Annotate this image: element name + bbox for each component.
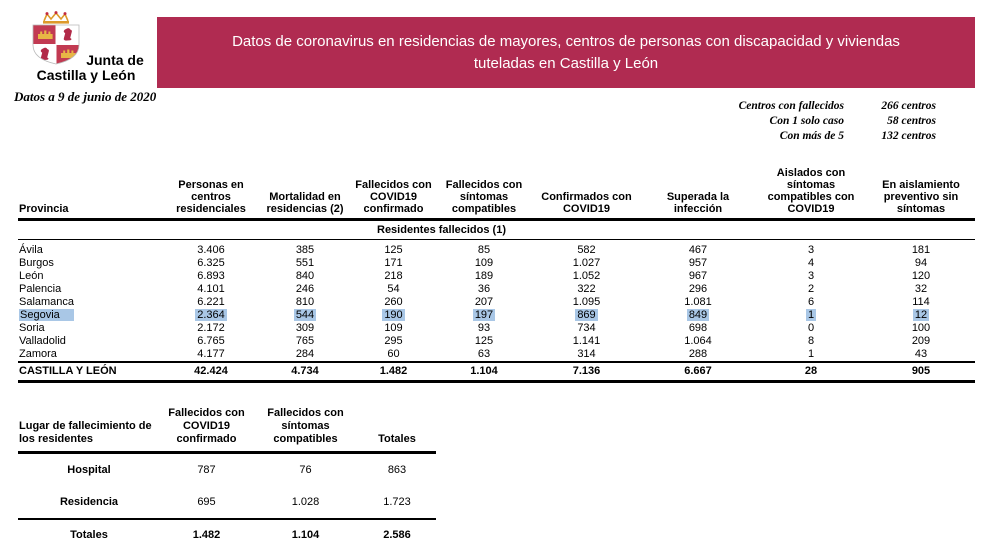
location-total-row xyxy=(18,519,436,545)
value-cell xyxy=(351,283,436,296)
value-cell xyxy=(351,335,436,348)
value-cell xyxy=(351,296,436,309)
value-cell xyxy=(532,240,641,258)
value-text: 544 xyxy=(295,309,315,321)
value-text: 6 xyxy=(807,296,815,308)
value-text: 1.027 xyxy=(572,257,601,269)
province-cell xyxy=(18,240,163,258)
value-text: 260 xyxy=(384,296,403,308)
value-cell xyxy=(641,322,755,335)
value-text: 734 xyxy=(577,322,596,334)
data-date-note: Datos a 9 de junio de 2020 xyxy=(14,89,157,104)
value-cell xyxy=(436,335,532,348)
column-header: Fallecidos con COVID19 confirmado xyxy=(160,398,253,453)
value-cell xyxy=(351,257,436,270)
value-cell xyxy=(641,283,755,296)
value-text: 6.765 xyxy=(197,335,225,347)
value-cell xyxy=(163,283,259,296)
value-text: 109 xyxy=(384,322,403,334)
value-text: 967 xyxy=(688,270,708,282)
value-cell xyxy=(259,296,351,309)
summary-row xyxy=(690,129,936,144)
province-name: Palencia xyxy=(19,283,62,295)
value-cell xyxy=(163,309,259,322)
value-text: 218 xyxy=(384,270,403,282)
value-text: 181 xyxy=(911,244,931,256)
value-text: 869 xyxy=(577,309,596,321)
region-total-value xyxy=(436,362,532,382)
value-cell xyxy=(532,296,641,309)
value-cell xyxy=(351,322,436,335)
value-text: 125 xyxy=(474,335,494,347)
region-total-value xyxy=(641,362,755,382)
value-cell xyxy=(532,348,641,362)
value-text: 43 xyxy=(914,348,928,360)
value-cell xyxy=(351,240,436,258)
value-text: 765 xyxy=(295,335,315,347)
column-header-provincia: Provincia xyxy=(18,163,163,220)
value-cell xyxy=(867,335,975,348)
location-label: Residencia xyxy=(59,496,119,508)
value-cell xyxy=(867,322,975,335)
summary-value: 266 centros xyxy=(881,100,936,112)
value-text: 6.325 xyxy=(197,257,225,269)
province-name: Ávila xyxy=(19,244,43,256)
logo-text-line2: Castilla y León xyxy=(36,67,136,83)
column-header: Fallecidos con síntomas compatibles xyxy=(436,163,532,220)
value-cell: 1.028 xyxy=(291,496,320,508)
value-cell xyxy=(163,240,259,258)
value-text: 296 xyxy=(688,283,708,295)
value-text: 840 xyxy=(295,270,315,282)
value-text: 4.734 xyxy=(291,365,319,377)
value-cell xyxy=(755,283,867,296)
summary-label: Con más de 5 xyxy=(779,130,844,142)
value-cell xyxy=(641,309,755,322)
value-cell xyxy=(436,296,532,309)
value-cell xyxy=(259,257,351,270)
value-text: 322 xyxy=(577,283,596,295)
value-cell xyxy=(641,348,755,362)
value-text: 810 xyxy=(295,296,315,308)
value-text: 3.406 xyxy=(197,244,225,256)
value-text: 93 xyxy=(477,322,491,334)
value-cell xyxy=(351,309,436,322)
value-text: 385 xyxy=(295,244,315,256)
value-text: 171 xyxy=(384,257,403,269)
value-text: 1.052 xyxy=(572,270,601,282)
summary-row xyxy=(690,114,936,129)
value-cell: 787 xyxy=(197,464,216,476)
value-cell: 1.723 xyxy=(383,496,411,508)
value-cell xyxy=(755,296,867,309)
value-text: 4.177 xyxy=(197,348,225,360)
value-cell xyxy=(867,283,975,296)
region-total-value xyxy=(755,362,867,382)
value-text: 467 xyxy=(688,244,708,256)
value-cell: 76 xyxy=(299,464,312,476)
value-cell xyxy=(436,348,532,362)
value-text: 1.064 xyxy=(684,335,712,347)
value-cell xyxy=(163,335,259,348)
summary-row xyxy=(690,99,936,114)
location-row xyxy=(18,486,436,519)
value-cell xyxy=(259,335,351,348)
value-text: 2.172 xyxy=(197,322,225,334)
subheader-residentes-fallecidos: Residentes fallecidos (1) xyxy=(351,220,532,240)
province-name: Burgos xyxy=(19,257,54,269)
value-text: 7.136 xyxy=(572,365,601,377)
location-table xyxy=(18,398,436,545)
value-text: 1.081 xyxy=(684,296,712,308)
value-cell xyxy=(532,257,641,270)
province-row xyxy=(18,283,975,296)
value-text: 209 xyxy=(911,335,931,347)
value-cell xyxy=(755,348,867,362)
value-cell xyxy=(163,257,259,270)
value-text: 582 xyxy=(577,244,596,256)
value-text: 849 xyxy=(688,309,708,321)
value-cell xyxy=(532,335,641,348)
value-cell xyxy=(867,240,975,258)
value-cell xyxy=(867,309,975,322)
value-text: 100 xyxy=(911,322,931,334)
value-text: 54 xyxy=(387,283,400,295)
location-total-label: Totales xyxy=(18,519,160,545)
value-cell xyxy=(641,296,755,309)
value-cell xyxy=(641,335,755,348)
value-text: 3 xyxy=(807,244,815,256)
province-cell xyxy=(18,309,163,322)
province-name: León xyxy=(19,270,44,282)
value-cell xyxy=(259,309,351,322)
value-text: 28 xyxy=(804,365,818,377)
value-cell xyxy=(259,322,351,335)
province-name: Valladolid xyxy=(19,335,66,347)
region-total-value xyxy=(532,362,641,382)
value-cell xyxy=(436,240,532,258)
junta-coat-of-arms-icon xyxy=(28,10,84,71)
value-text: 551 xyxy=(295,257,315,269)
value-text: 12 xyxy=(914,309,928,321)
value-text: 1.104 xyxy=(470,365,498,377)
region-total-label: CASTILLA Y LEÓN xyxy=(18,362,163,382)
value-text: 4.101 xyxy=(197,283,225,295)
region-total-row xyxy=(18,362,975,382)
value-cell xyxy=(436,257,532,270)
value-text: 36 xyxy=(477,283,491,295)
value-cell: 695 xyxy=(197,496,216,508)
region-total-value xyxy=(351,362,436,382)
value-cell xyxy=(867,348,975,362)
province-table xyxy=(18,163,975,383)
value-cell xyxy=(163,348,259,362)
value-text: 3 xyxy=(807,270,815,282)
value-cell xyxy=(641,257,755,270)
value-text: 197 xyxy=(474,309,494,321)
total-value-cell: 1.104 xyxy=(253,519,358,545)
value-text: 94 xyxy=(914,257,928,269)
summary-value: 132 centros xyxy=(881,130,936,142)
page-title: Datos de coronavirus en residencias de mayores, centros de personas con discapacidad y viviendas tuteladas en Castilla y León xyxy=(232,32,900,72)
summary-label: Con 1 solo caso xyxy=(769,115,844,127)
value-cell xyxy=(755,270,867,283)
column-header-lugar: Lugar de fallecimiento de los residentes xyxy=(18,398,160,453)
province-cell xyxy=(18,322,163,335)
location-table-header-row xyxy=(18,398,436,453)
value-text: 1 xyxy=(807,348,815,360)
summary-value: 58 centros xyxy=(887,115,936,127)
province-row xyxy=(18,348,975,362)
province-row xyxy=(18,240,975,258)
column-header: Personas en centros residenciales xyxy=(163,163,259,220)
column-header: Totales xyxy=(358,398,436,453)
province-name: Salamanca xyxy=(19,296,75,308)
value-cell xyxy=(532,322,641,335)
value-text: 120 xyxy=(911,270,931,282)
value-text: 85 xyxy=(477,244,491,256)
value-text: 2 xyxy=(807,283,815,295)
column-header: En aislamiento preventivo sin síntomas xyxy=(867,163,975,220)
value-text: 63 xyxy=(477,348,491,360)
column-header: Mortalidad en residencias (2) xyxy=(259,163,351,220)
value-text: 1.482 xyxy=(379,365,408,377)
value-cell xyxy=(259,270,351,283)
value-cell xyxy=(259,240,351,258)
value-cell xyxy=(436,283,532,296)
province-cell xyxy=(18,257,163,270)
value-cell xyxy=(259,283,351,296)
province-name: Segovia xyxy=(19,309,74,321)
value-text: 957 xyxy=(688,257,708,269)
value-text: 1.141 xyxy=(572,335,601,347)
column-header: Superada la infección xyxy=(641,163,755,220)
value-cell xyxy=(532,270,641,283)
province-row xyxy=(18,335,975,348)
province-name: Soria xyxy=(19,322,45,334)
value-text: 32 xyxy=(914,283,928,295)
location-label: Hospital xyxy=(67,464,111,476)
total-value-cell: 1.482 xyxy=(160,519,253,545)
logo-text-line1: Junta de xyxy=(86,52,144,68)
value-cell xyxy=(755,257,867,270)
province-row xyxy=(18,270,975,283)
value-text: 6.221 xyxy=(197,296,225,308)
value-cell xyxy=(755,309,867,322)
value-cell xyxy=(436,309,532,322)
column-header: Confirmados con COVID19 xyxy=(532,163,641,220)
value-cell xyxy=(641,270,755,283)
column-header: Fallecidos con síntomas compatibles xyxy=(253,398,358,453)
value-text: 309 xyxy=(295,322,315,334)
province-row xyxy=(18,257,975,270)
main-table-header-row xyxy=(18,163,975,220)
value-cell xyxy=(163,296,259,309)
value-text: 295 xyxy=(384,335,403,347)
province-cell xyxy=(18,283,163,296)
region-total-value xyxy=(867,362,975,382)
value-text: 0 xyxy=(807,322,815,334)
value-cell xyxy=(755,335,867,348)
column-header: Aislados con síntomas compatibles con COVID19 xyxy=(755,163,867,220)
value-text: 284 xyxy=(295,348,315,360)
title-banner xyxy=(157,17,975,88)
region-total-value xyxy=(163,362,259,382)
province-name: Zamora xyxy=(19,348,57,360)
value-cell xyxy=(259,348,351,362)
total-value-cell: 2.586 xyxy=(358,519,436,545)
summary-label: Centros con fallecidos xyxy=(738,100,844,112)
value-text: 6.667 xyxy=(684,365,712,377)
value-text: 905 xyxy=(911,365,931,377)
value-text: 207 xyxy=(474,296,494,308)
province-cell xyxy=(18,335,163,348)
location-row xyxy=(18,453,436,487)
value-text: 114 xyxy=(912,296,930,308)
junta-logo xyxy=(12,10,160,83)
value-cell xyxy=(867,270,975,283)
value-text: 288 xyxy=(688,348,708,360)
value-text: 125 xyxy=(384,244,403,256)
province-row xyxy=(18,309,975,322)
centers-summary xyxy=(690,99,936,144)
value-text: 189 xyxy=(474,270,494,282)
province-cell xyxy=(18,348,163,362)
value-cell xyxy=(867,296,975,309)
value-text: 1 xyxy=(807,309,815,321)
value-text: 6.893 xyxy=(197,270,225,282)
value-cell: 863 xyxy=(387,464,407,476)
column-header: Fallecidos con COVID19 confirmado xyxy=(351,163,436,220)
value-cell xyxy=(351,348,436,362)
value-text: 60 xyxy=(387,348,400,360)
value-text: 190 xyxy=(384,309,403,321)
crown-icon xyxy=(43,11,69,24)
value-text: 8 xyxy=(807,335,815,347)
value-cell xyxy=(436,270,532,283)
province-cell xyxy=(18,270,163,283)
value-text: 4 xyxy=(807,257,815,269)
region-total-value xyxy=(259,362,351,382)
value-cell xyxy=(351,270,436,283)
province-cell xyxy=(18,296,163,309)
value-cell xyxy=(163,322,259,335)
province-row xyxy=(18,296,975,309)
value-text: 1.095 xyxy=(572,296,601,308)
value-cell xyxy=(436,322,532,335)
value-cell xyxy=(163,270,259,283)
value-cell xyxy=(755,240,867,258)
value-text: 42.424 xyxy=(194,365,228,377)
value-text: 314 xyxy=(577,348,596,360)
value-text: 698 xyxy=(688,322,708,334)
value-text: 2.364 xyxy=(197,309,225,321)
province-row xyxy=(18,322,975,335)
value-text: 246 xyxy=(295,283,315,295)
value-text: 109 xyxy=(474,257,494,269)
value-cell xyxy=(532,309,641,322)
value-cell xyxy=(641,240,755,258)
subheader-row xyxy=(18,220,975,240)
value-cell xyxy=(755,322,867,335)
value-cell xyxy=(867,257,975,270)
value-cell xyxy=(532,283,641,296)
